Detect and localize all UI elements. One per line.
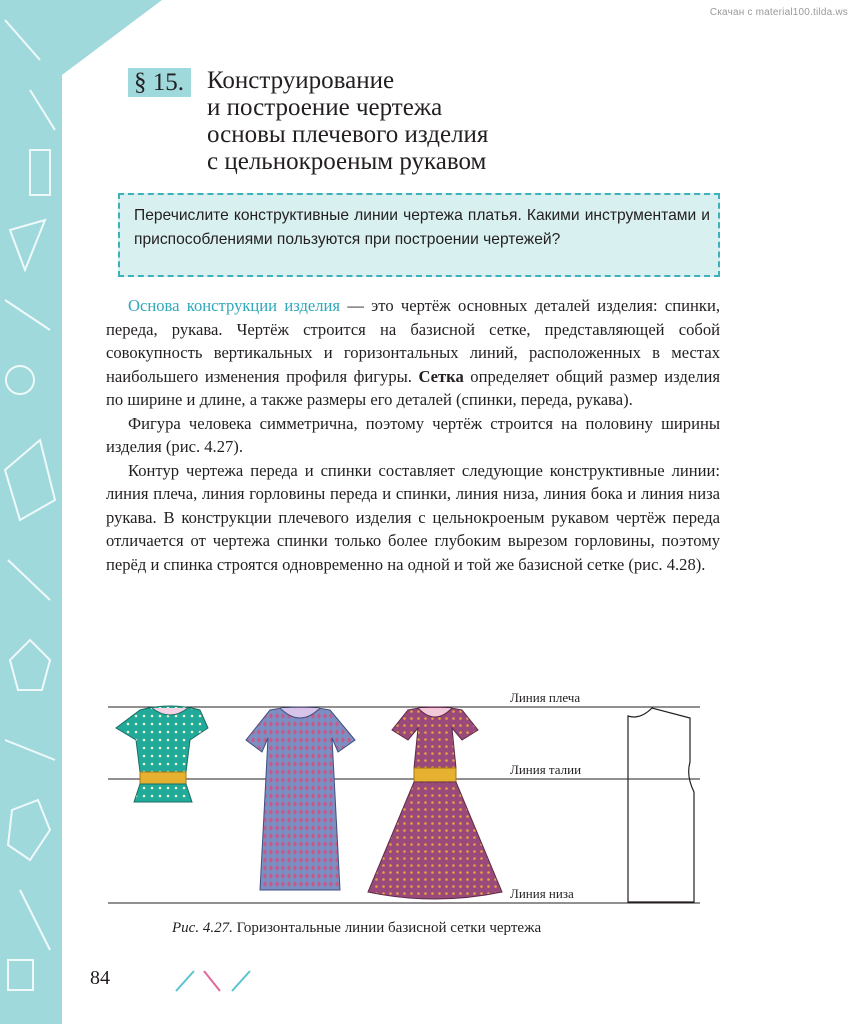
body-text xyxy=(106,294,720,576)
blouse-illustration xyxy=(116,706,208,802)
question-text: Перечислите конструктивные линии чертежа платья. Какими инструментами и приспособлениями пользуются при построении чертежей? xyxy=(134,207,710,248)
label-waist-line: Линия талии xyxy=(510,762,582,777)
title-line: Конструирование xyxy=(207,67,395,94)
bold-term: Сетка xyxy=(418,366,464,386)
paragraph-2: Фигура человека симметрична, поэтому чертёж строится на половину ширины изделия (рис. 4.27). xyxy=(106,413,720,456)
title-line: основы плечевого изделия xyxy=(207,121,489,148)
label-hem-line: Линия низа xyxy=(510,886,574,901)
page-number: 84 xyxy=(90,967,110,989)
figure-caption xyxy=(172,920,541,937)
key-term: Основа конструкции изделия xyxy=(128,296,341,315)
decorative-slashes-icon xyxy=(172,965,262,995)
pattern-draft-outline xyxy=(628,708,694,902)
title-line: с цельнокроеным рукавом xyxy=(207,148,487,175)
paragraph-text: определяет общий размер изделия по ширине и длине, а также размеры его деталей (спинки, переда, рукава). xyxy=(106,366,720,409)
paragraph-3: Контур чертежа переда и спинки составляет следующие конструктивные линии: линия плеча, линия горловины переда и спинки, линия низа, линия бока и линия низа рукава. В конструкции плечевого изделия с цельнокроеным рукавом чертёж переда отличается от чертежа спинки только более глубоким вырезом горловины, поэтому перёд и спинка строятся одновременно на одной и той же базисной сетке (рис. 4.28). xyxy=(106,460,720,574)
paragraph-1 xyxy=(106,294,720,412)
geometric-pattern-icon xyxy=(0,0,62,1024)
question-box xyxy=(118,193,720,277)
watermark: Скачан с material100.tilda.ws xyxy=(709,7,848,18)
figure-base-grid-lines xyxy=(100,680,740,920)
section-title xyxy=(207,67,488,175)
title-line: и построение чертежа xyxy=(207,94,443,121)
figure-reference: Рис. 4.27. xyxy=(172,920,233,936)
caption-text: Горизонтальные линии базисной сетки чертежа xyxy=(232,920,542,936)
paragraph-text: — это чертёж основных деталей изделия: спинки, переда, рукава. Чертёж строится на базисной сетке, представляющей собой совокупность вертикальных и горизонтальных линий, расположенных в местах наибольшего изменения профиля фигуры. xyxy=(106,296,720,386)
straight-dress-illustration xyxy=(246,707,355,890)
section-number-badge: § 15. xyxy=(128,68,191,97)
label-shoulder-line: Линия плеча xyxy=(510,690,581,705)
flared-dress-illustration xyxy=(368,707,502,899)
side-decoration-band xyxy=(0,0,62,1024)
